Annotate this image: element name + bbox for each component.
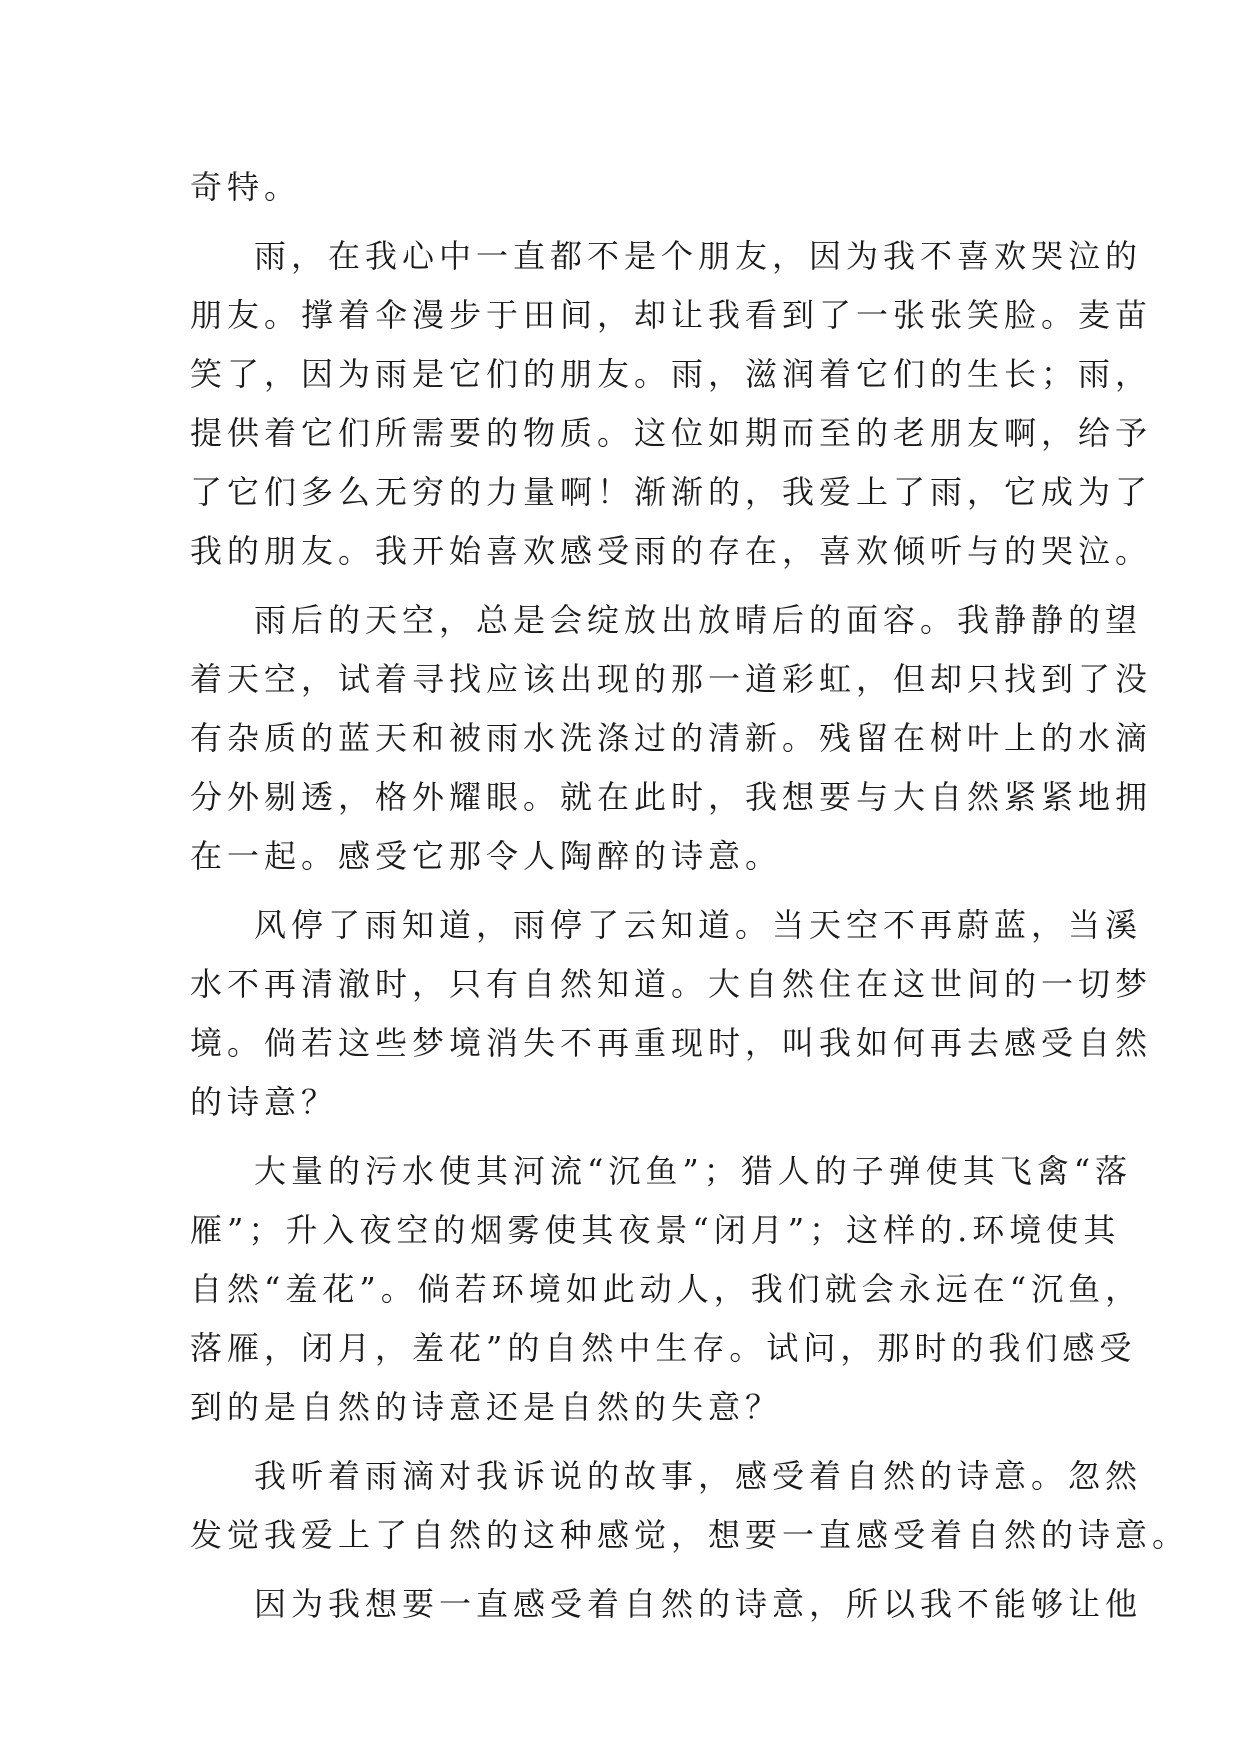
- paragraph-start-line: 风停了雨知道，雨停了云知道。当天空不再蔚蓝，当溪: [254, 906, 1143, 944]
- text-line: 自然“羞花”。倘若环境如此动人，我们就会永远在“沉鱼，: [190, 1270, 1143, 1308]
- paragraph-start-line: 因为我想要一直感受着自然的诗意，所以我不能够让他: [254, 1585, 1143, 1623]
- text-line: 奇特。: [190, 168, 302, 206]
- text-line: 水不再清澈时，只有自然知道。大自然住在这世间的一切梦: [190, 965, 1153, 1003]
- text-line: 了它们多么无穷的力量啊！渐渐的，我爱上了雨，它成为了: [190, 473, 1153, 511]
- text-line: 在一起。感受它那令人陶醉的诗意。: [190, 837, 783, 875]
- text-line: 我的朋友。我开始喜欢感受雨的存在，喜欢倾听与的哭泣。: [190, 532, 1153, 570]
- text-line: 境。倘若这些梦境消失不再重现时，叫我如何再去感受自然: [190, 1024, 1153, 1062]
- text-line: 雁”；升入夜空的烟雾使其夜景“闭月”；这样的.环境使其: [190, 1211, 1121, 1249]
- text-line: 发觉我爱上了自然的这种感觉，想要一直感受着自然的诗意。: [190, 1516, 1190, 1554]
- document-body: [190, 158, 1190, 1634]
- text-line: 朋友。撑着伞漫步于田间，却让我看到了一张张笑脸。麦苗: [190, 296, 1153, 334]
- paragraph-start-line: 我听着雨滴对我诉说的故事，感受着自然的诗意。忽然: [254, 1457, 1143, 1495]
- text-line: 的诗意？: [190, 1083, 339, 1121]
- paragraph-start-line: 大量的污水使其河流“沉鱼”；猎人的子弹使其飞禽“落: [254, 1152, 1133, 1190]
- text-line: 分外剔透，格外耀眼。就在此时，我想要与大自然紧紧地拥: [190, 778, 1153, 816]
- paragraph-start-line: 雨后的天空，总是会绽放出放晴后的面容。我静静的望: [254, 601, 1143, 639]
- text-line: 落雁，闭月，羞花”的自然中生存。试问，那时的我们感受: [190, 1329, 1137, 1367]
- paragraph-start-line: 雨，在我心中一直都不是个朋友，因为我不喜欢哭泣的: [254, 237, 1143, 275]
- text-line: 有杂质的蓝天和被雨水洗涤过的清新。残留在树叶上的水滴: [190, 719, 1153, 757]
- text-line: 到的是自然的诗意还是自然的失意？: [190, 1388, 783, 1426]
- text-line: 提供着它们所需要的物质。这位如期而至的老朋友啊，给予: [190, 414, 1153, 452]
- text-line: 着天空，试着寻找应该出现的那一道彩虹，但却只找到了没: [190, 660, 1153, 698]
- text-line: 笑了，因为雨是它们的朋友。雨，滋润着它们的生长；雨，: [190, 355, 1153, 393]
